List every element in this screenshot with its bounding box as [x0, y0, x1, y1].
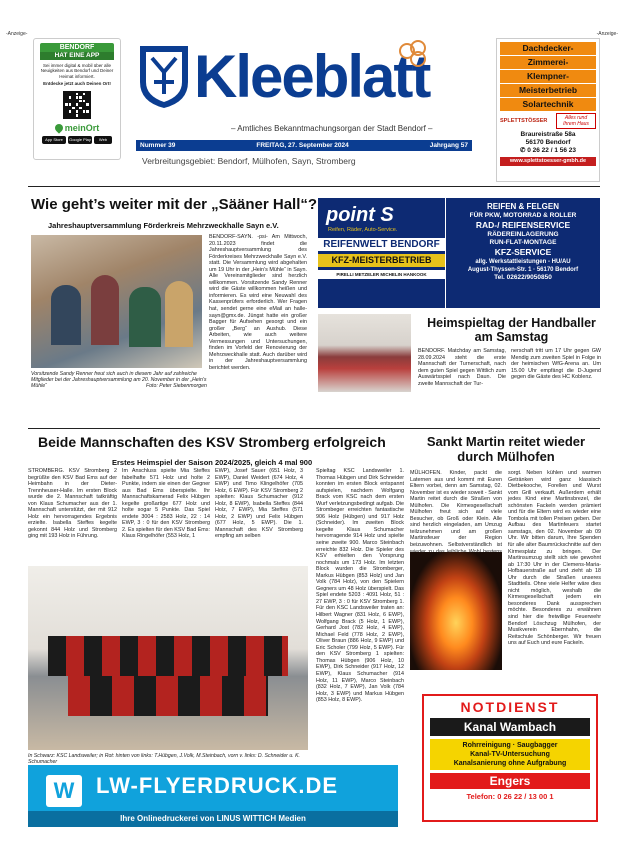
roof-item-5: Solartechnik: [500, 98, 596, 111]
notdienst-title: NOTDIENST: [460, 699, 560, 715]
google-play-button[interactable]: Google Play: [69, 136, 91, 142]
masthead-title: Kleeblatt: [194, 43, 430, 110]
notdienst-ad[interactable]: [422, 694, 598, 822]
point-s-ad[interactable]: [318, 198, 445, 308]
ksv-col4: Spieltag KSC Landsweiler 1. Thomas Hübgen und Dirk Schneider konnten im ersten Block entspannt aufspielen, nachdem Wolfgang Brack vom KSC nach dem ersten Wurf verletzungsbedingt aufgab. Die Strombeger erreichten fantastische 906 Holz (Hübgen) und 917 Holz (Schneider). Im zweiten Block kegelte Klaus Schumacher hervorragende 914 Holz und spielte seine zweite 900. Marco Steinbach erreichte 832 Holz. Die Spieler des KSV erhielten den Vorsprung nochmals um 173 Holz. Im letzten Block wurden die Stromberger, Markus Hübgen (853 Holz) und Jan Volk (784 Holz), von den Spielern Gegners um 48 Holz überspielt. Das Spiel endete 5203 : 4091 Holz, 51 : 27 EWP, 3 : 0 für KSV Stromberg 1. Für den KSC Landsweiler traten an: Hilbert Wagner (831 Holz, 6 EWP), Wolfgang Brack (5 Holz, 1 EWP), Gerhard Jost (782 Holz, 4 EWP), Michael Feld (778 Holz, 2 EWP), Oliver Braun (886 Holz, 9 EWP) und Eric Scholer (799 Holz, 5 EWP). Für den KSV Stromberg 1 spielten: Thomas Hübgen (906 Holz, 10 EWP), Dirk Schneider (917 Holz, 12 EWP), Klaus Schumacher (914 Holz, 11 EWP), Marco Steinbach (832 Holz, 7 EWP), Jan Volk (784 Holz, 3 EWP) und Markus Hübgen (853 Holz, 8 EWP).: [316, 468, 404, 704]
ksv-col2: Im Anschluss spielte Mia Steffes fabelhafte 571 Holz und holte 2 Punkte, indem sie einen der Gegner aus Bad Ems überspielte. Ihr Mannschaftskamerad Felix Hübgen kegelte großartige 677 Holz und holte sogar 5 Punkte. Das Spiel endete 3004 : 2583 Holz, 22 : 14 EWP, 3 : 0 für den KSV Stromberg 2. Es spielten für den KSV Bad Ems: Klaus Ringelhöfer (553 Holz, 1: [122, 468, 210, 540]
meinort-logo: meinOrt: [64, 122, 100, 133]
handball-col1: BENDORF. Matchday am Samstag, 28.09.2024 steht die erste Mannschaft der Turnerschaft, nach dem guten Spiel gegen Wittlich zum Auswärtsspiel nach Daun. Die zweite Mannschaft der Tur-: [418, 348, 506, 387]
lw-tagline: Ihre Onlinedruckerei von LINUS WITTICH Medien: [28, 811, 398, 827]
service-r1: REIFEN & FELGEN: [486, 202, 559, 211]
roof-company: SPLETTSTÖSSER: [500, 118, 548, 124]
handball-col2: nerschaft tritt um 17 Uhr gegen GW Mendig zum zweiten Spiel in Folge in der heimischen WfG-Arena an. Um 15.00 Uhr empfängt die D-Jugend gegen die Gäste des HC Koblenz.: [511, 348, 601, 381]
service-r6: KFZ-SERVICE: [494, 247, 552, 257]
point-s-services: [446, 198, 600, 308]
roof-street: Braureistraße 58a: [520, 131, 576, 138]
saaner-subhead: Jahreshauptversammlung Förderkreis Mehrzweckhalle Sayn e.V.: [48, 221, 279, 230]
meinort-ad[interactable]: [33, 38, 121, 160]
ksv-team-photo: [28, 566, 308, 750]
point-s-sponsors: PIRELLI METZELER MICHELIN HANKOOK: [318, 270, 445, 279]
meinort-pin-icon: [53, 122, 64, 133]
roof-city: 56170 Bendorf: [525, 139, 571, 146]
roof-web-link[interactable]: www.splettstoesser-gmbh.de: [500, 157, 596, 166]
issue-number: Nummer 39: [140, 142, 176, 149]
anzeige-left: -Anzeige-: [6, 31, 28, 37]
service-r2: FÜR PKW, MOTORRAD & ROLLER: [469, 212, 577, 219]
meinort-text1: Sei immer digital & mobil über alle Neuigkeiten aus Bendorf und Deiner Heimat informiert.: [40, 63, 114, 79]
martin-col1: MÜLHOFEN. Kinder, packt die Laternen aus und kommt mit Euren Eltern vorbei, denn am Samstag, 02. November ist es wieder soweit - Sankt Martin reitet durch die Straßen von Mülhofen. Die Kirmesgesellschaft Mülhofen freut sich auf viele Besucher, ob Groß oder Klein. Alle sind herzlich eingeladen, am Umzug teilzunehmen und am großen Martinsfeuer der Region beizuwohnen. Selbstverständlich ist: [410, 470, 502, 549]
roof-item-1: Dachdecker-: [500, 42, 596, 55]
lw-url[interactable]: LW-FLYERDRUCK.DE: [96, 773, 339, 798]
notdienst-l1: Rohrreinigung · Saugbagger: [462, 742, 558, 749]
service-r3: RAD-/ REIFENSERVICE: [475, 220, 571, 230]
app-store-button[interactable]: App Store: [42, 136, 66, 144]
issue-date: FREITAG, 27. September 2024: [256, 142, 349, 149]
service-r4: RÄDEREINLAGERUNG: [487, 231, 559, 238]
ksv-subhead: Erstes Heimspiel der Saison 2024/2025, gleich 4 mal 900: [112, 458, 313, 467]
coat-of-arms-icon: [138, 44, 190, 110]
meinort-text2: Entdecke jetzt auch Deinen Ort!: [43, 81, 111, 87]
point-s-company: REIFENWELT BENDORF: [318, 238, 445, 251]
distribution-area: Verbreitungsgebiet: Bendorf, Mülhofen, Sayn, Stromberg: [142, 156, 356, 166]
qr-code[interactable]: [63, 91, 91, 119]
service-r9: Tel. 02622/9050850: [494, 274, 552, 281]
ksv-caption: In Schwarz: KSC Landsweiler; in Rot: hinten von links: T.Hübgen, J.Volk, M.Steinbach, vorn v. links: D. Schneider u. K. Schumacher: [28, 753, 300, 766]
saaner-caption: Vorsitzende Sandy Renner freut sich auch in diesem Jahr auf zahlreiche Mitglieder bei der Jahreshauptversammlung am 20. November in der „Hein’s Mühle“: [31, 371, 207, 390]
roof-item-4: Meisterbetrieb: [500, 84, 596, 97]
service-r7: allg. Werkstattleistungen - HU/AU: [475, 259, 571, 265]
roof-phone: ✆ 0 26 22 / 1 56 23: [519, 147, 577, 154]
roofer-ad[interactable]: [496, 38, 600, 182]
handball-photo: [318, 314, 411, 392]
notdienst-phone[interactable]: Telefon: 0 26 22 / 13 00 1: [466, 792, 554, 801]
notdienst-company: Kanal Wambach: [430, 718, 590, 736]
saaner-headline: Wie geht’s weiter mit der „Sääner Hall“?: [31, 196, 318, 213]
meinort-line1: BENDORF: [40, 43, 114, 52]
point-s-kfz: KFZ-MEISTERBETRIEB: [318, 254, 445, 267]
issue-volume: Jahrgang 57: [429, 142, 468, 149]
notdienst-city: Engers: [430, 773, 590, 789]
martin-fire-photo: [410, 552, 502, 670]
point-s-brand: point S: [326, 204, 394, 226]
martin-headline: Sankt Martin reitet wieder durch Mülhofen: [426, 434, 586, 464]
ksv-col1: STROMBERG. KSV Stromberg 2 begrüßte den KSV Bad Ems auf der Heimbahn in der Dieter-Trennheuser-Halle. Im ersten Block wurde die 2. Mannschaft tatkräftig von Klaus Schumacher aus der 1. Mannschaft unterstützt, der mit 912 Holz ein hervorragendes Ergebnis erzielte. Isabella Steffes kegelte gekonnt 844 Holz und Stromberg ging mit 193 Holz in Führung.: [28, 468, 117, 540]
martin-col2: sorgt. Neben kühlen und warmen Getränken wird ganz klassisch Dietbekooche, Forellen und Wurst vom Grill verkauft. Außerdem erhält jedes Kind eine Martinsbrezel, die schönsten Fackeln werden prämiert und für die Eltern wird es wieder eine Tombola mit tollen Preisen geben. Der Aufbau des Martinfeuers startet samstags, den 02. November ab 09 Uhr. Wir bitten darum, Ihre Spenden für alle alter Baumrückschnitte auf den Kirmesplatz zu bringen. Der Martinsumzug stellt sich wie gewohnt ab 17:30 Uhr in der Clemens-Maria-Hofbauerstraße auf und zieht ab 18 Uhr durch die Straßen unseres Stadtteils. Ohne viele Helfer wäre dies nicht möglich, weshalb die Kirmesgesellschaft jedem ein besonderes Dank aussprechen möchte. Besonderes zu erwähnen sind hier die freiwillige Feuerwehr Bendorf Löschzug Mülhofen, der Musikverein Ebernhahn, die Reitschule Schönberger. Wir freuen uns auf Euch und eure Fackeln.: [508, 470, 601, 647]
cloverleaf-icon: [396, 40, 432, 68]
anzeige-right: -Anzeige-: [596, 31, 618, 37]
ksv-col3: EWP), Josef Sauer (651 Holz, 3 EWP), Daniel Weidert (674 Holz, 4 EWP) und Timo Klingelhöfer (705 Holz, 6 EWP). Für KSV Stromberg 2 spielten: Klaus Schumacher (912 Holz, 8 EWP), Isabella Steffes (844 Holz, 7 EWP), Mia Steffes (571 Holz, 2 EWP) und Felix Hübgen (677 Holz, 5 EWP). Die 1. Mannschaft des KSV Stromberg empfing am selben: [215, 468, 303, 540]
roof-item-3: Klempner-: [500, 70, 596, 83]
roof-slogan: Alles rund Ihrem Haus: [556, 113, 596, 129]
masthead-bar: [136, 140, 472, 151]
service-r5: RUN-FLAT-MONTAGE: [489, 239, 557, 246]
lw-logo-icon: W: [46, 775, 82, 807]
lw-flyerdruck-ad[interactable]: [28, 765, 398, 827]
saaner-photo-credit: Foto: Peter Siebenmorgen: [146, 383, 207, 389]
ksv-headline: Beide Mannschaften des KSV Stromberg erfolgreich: [38, 434, 386, 450]
notdienst-l3: Kanalsanierung ohne Aufgrabung: [453, 760, 567, 767]
notdienst-l2: Kanal-TV-Untersuchung: [470, 751, 550, 758]
saaner-text: BENDORF-SAYN. -psi- Am Mittwoch, 20.11.2023 findet die Jahreshauptversammlung des Förderkreises Mehrzweckhalle Sayn e.V. statt. Die Versammlung wird abgehalten um 19 Uhr in der „Hein’s Mühle“ in Sayn. Alle Vereinsmitglieder sind herzlich willkommen. Vorsitzende Sandy Renner wird die Gäste willkommen heißen und informieren. Es wird eine Neuwahl des Kassenprüfers erforderlich. Wer Fragen hat, sendet gerne eine eMail an halle-sayn@gmx.de. Jüngst hatte ein großer Bagger für Aufsehen gesorgt und ein großer „Berg“ an Aushub. Diese Arbeiten, wie auch weitere Vermessungen und Untersuchungen, finden im Vorfeld der Renovierung der Mehrzweckhalle statt. Auch darüber wird in der Jahreshauptversammlung berichtet werden.: [209, 234, 307, 371]
meinort-line2: HAT EINE APP: [40, 52, 114, 60]
saaner-photo: [31, 235, 202, 368]
masthead-subtitle: – Amtliches Bekanntmachungsorgan der Stadt Bendorf –: [231, 124, 433, 133]
handball-headline: Heimspieltag der Handballer am Samstag: [427, 316, 596, 344]
web-button[interactable]: Web: [94, 136, 112, 144]
roof-item-2: Zimmerei-: [500, 56, 596, 69]
point-s-tagline: Reifen, Räder, Auto-Service.: [328, 227, 398, 233]
service-r8: August-Thyssen-Str. 1 · 56170 Bendorf: [467, 267, 579, 273]
